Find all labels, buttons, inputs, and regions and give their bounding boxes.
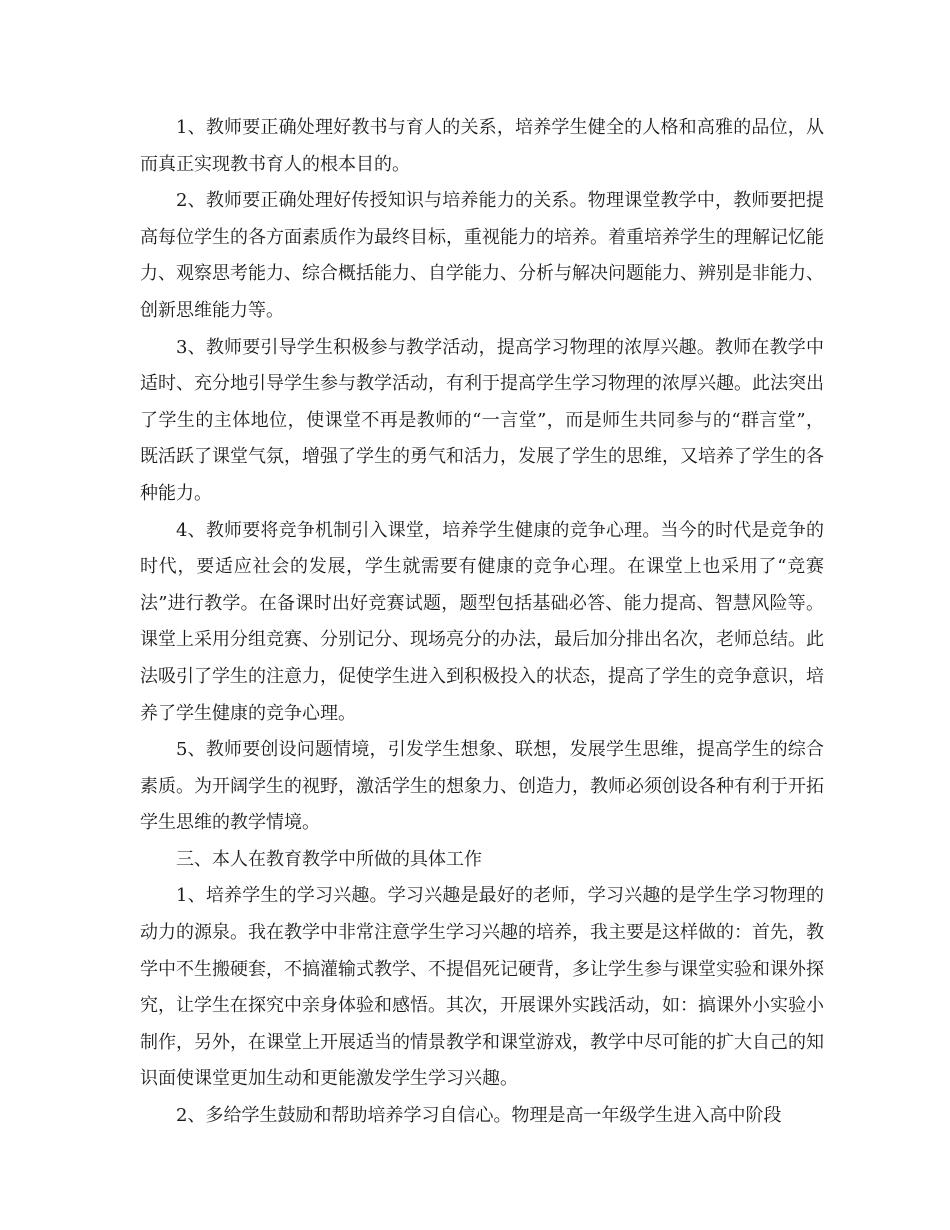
paragraph-6: 1、培养学生的学习兴趣。学习兴趣是最好的老师，学习兴趣的是学生学习物理的动力的源泉。我在教学中非常注意学生学习兴趣的培养，我主要是这样做的：首先，教学中不生搬硬套，不搞灌输式教学、不提倡死记硬背，多让学生参与课堂实验和课外探究，让学生在探究中亲身体验和感悟。其次，开展课外实践活动，如：搞课外小实验小制作，另外，在课堂上开展适当的情景教学和课堂游戏，教学中尽可能的扩大自己的知识面使课堂更加生动和更能激发学生学习兴趣。 [140,885,824,1090]
paragraph-2: 2、教师要正确处理好传授知识与培养能力的关系。物理课堂教学中，教师要把提高每位学生的各方面素质作为最终目标，重视能力的培养。着重培养学生的理解记忆能力、观察思考能力、综合概括能力、自学能力、分析与解决问题能力、辨别是非能力、创新思维能力等。 [140,190,824,321]
paragraph-7: 2、多给学生鼓励和帮助培养学习自信心。物理是高一年级学生进入高中阶段 [176,1105,782,1127]
paragraph-3: 3、教师要引导学生积极参与教学活动，提高学习物理的浓厚兴趣。教师在教学中适时、充分地引导学生参与教学活动，有利于提高学生学习物理的浓厚兴趣。此法突出了学生的主体地位，使课堂不再是教师的“一言堂”，而是师生共同参与的“群言堂”，既活跃了课堂气氛，增强了学生的勇气和活力，发展了学生的思维，又培养了学生的各种能力。 [140,336,824,504]
section-heading: 三、本人在教育教学中所做的具体工作 [176,848,482,870]
document-body [140,110,824,1135]
paragraph-1: 1、教师要正确处理好教书与育人的关系，培养学生健全的人格和高雅的品位，从而真正实现教书育人的根本目的。 [140,117,824,175]
paragraph-4: 4、教师要将竞争机制引入课堂，培养学生健康的竞争心理。当今的时代是竞争的时代，要适应社会的发展，学生就需要有健康的竞争心理。在课堂上也采用了“竞赛法”进行教学。在备课时出好竞赛试题，题型包括基础必答、能力提高、智慧风险等。课堂上采用分组竞赛、分别记分、现场亮分的办法，最后加分排出名次，老师总结。此法吸引了学生的注意力，促使学生进入到积极投入的状态，提高了学生的竞争意识，培养了学生健康的竞争心理。 [140,519,824,724]
paragraph-5: 5、教师要创设问题情境，引发学生想象、联想，发展学生思维，提高学生的综合素质。为开阔学生的视野，激活学生的想象力、创造力，教师必须创设各种有利于开拓学生思维的教学情境。 [140,739,824,834]
